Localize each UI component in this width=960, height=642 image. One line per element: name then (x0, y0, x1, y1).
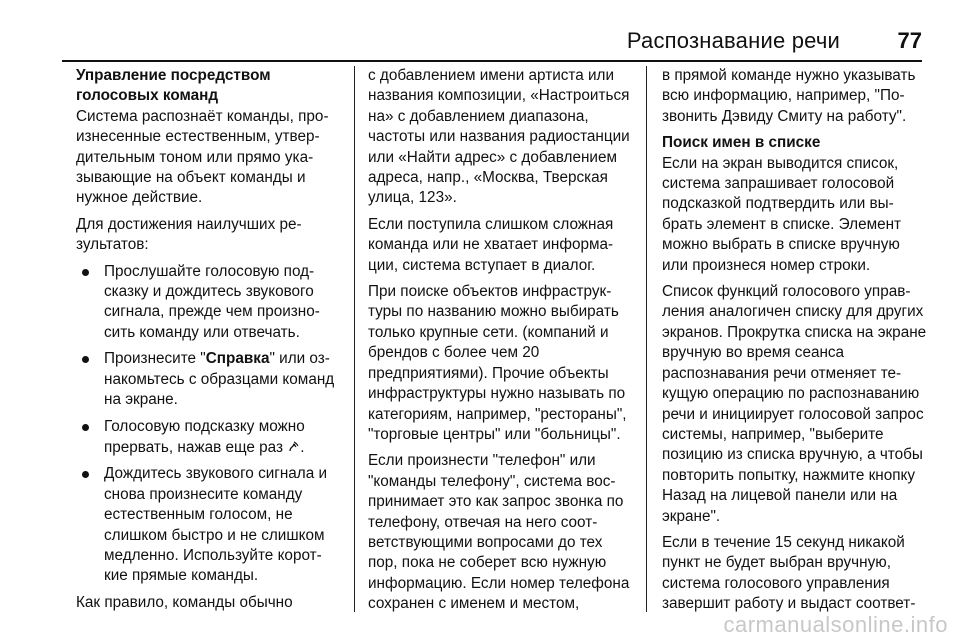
column-right (662, 66, 928, 614)
column-middle (368, 66, 632, 614)
list-item-text: " или ознакомьтесь с образцами команд на экране. (104, 350, 335, 409)
paragraph: Если поступила слишком сложная команда или не хватает информации, система вступает в диалог. (368, 215, 614, 274)
paragraph: Если в течение 15 секунд никакой пункт не будет выбран вручную, система голосового управления завершит работу и выдаст соответ (662, 533, 916, 613)
section-heading: Управление посредством голосовых команд (76, 67, 271, 105)
watermark: carmanualsonline.info (723, 612, 948, 637)
paragraph: Список функций голосового управления аналогичен списку для других экранов. Прокрутка списка на экране вручную во время сеанса распознавания речи отменяет текущую операцию по распознаванию речи и инициирует голосовой запрос системы, например, "выберите позицию из списка вручную, а чтобы повторить попытку, нажмите кнопку Назад на лицевой панели или на экране". (662, 283, 927, 525)
paragraph: Если произнести "телефон" или "команды телефону", система воспринимает это как запрос звонка по телефону, отвечая на него соответствующими вопросами до тех пор, пока не соберет всю нужную информацию. Если номер телефона сохранен с именем и местом, (368, 452, 630, 613)
paragraph: Система распознаёт команды, произнесенные естественным, утвердительным тоном или прямо указывающие на объект команды и нужное действие. (76, 107, 329, 207)
voice-icon (287, 439, 300, 455)
paragraph: При поиске объектов инфраструктуры по названию можно выбирать только крупные сети. (компаний и брендов с более чем 20 предприятиями). Прочие объекты инфраструктуры нужно называть по категориям, например, "рестораны", "торговые центры" или "больницы". (368, 283, 627, 443)
list-item (76, 349, 340, 410)
section-heading: Поиск имен в списке (662, 134, 821, 152)
list-item: Голосовую подсказку можно прервать, нажав еще раз . (76, 417, 340, 459)
column-divider (646, 66, 647, 612)
paragraph: Как правило, команды обычно (76, 593, 293, 611)
list-item-text: Произнесите " (104, 350, 206, 368)
help-command: Справка (205, 350, 270, 368)
list-item-text: Голосовую подсказку можно прервать, нажав еще раз (104, 417, 305, 456)
header-title: Распознавание речи (626, 28, 840, 53)
column-left (76, 66, 340, 614)
paragraph: Если на экран выводится список, система запрашивает голосовой подсказкой подтвердить или выбрать элемент в списке. Элемент можно выбрать в списке вручную или произнеся номер строки. (662, 154, 902, 274)
list-item: Прослушайте голосовую подсказку и дождитесь звукового сигнала, прежде чем произносить команду или отвечать. (76, 262, 340, 344)
page-number: 77 (897, 28, 922, 53)
column-divider (354, 66, 355, 612)
paragraph: с добавлением имени артиста или названия композиции, «Настроиться на» с добавлением диапазона, частоты или названия радиостанции или «Найти адрес» с добавлением адреса, напр., «Москва, Тверская улица, 123». (368, 67, 630, 207)
paragraph: Для достижения наилучших результатов: (76, 215, 302, 254)
paragraph: в прямой команде нужно указывать всю информацию, например, "Позвонить Дэвиду Смиту на работу". (662, 67, 916, 125)
page-header (62, 26, 922, 62)
tips-list (76, 262, 340, 587)
list-item: Дождитесь звукового сигнала и снова произнесите команду естественным голосом, не слишком быстро и не слишком медленно. Используйте короткие прямые команды. (76, 464, 340, 586)
